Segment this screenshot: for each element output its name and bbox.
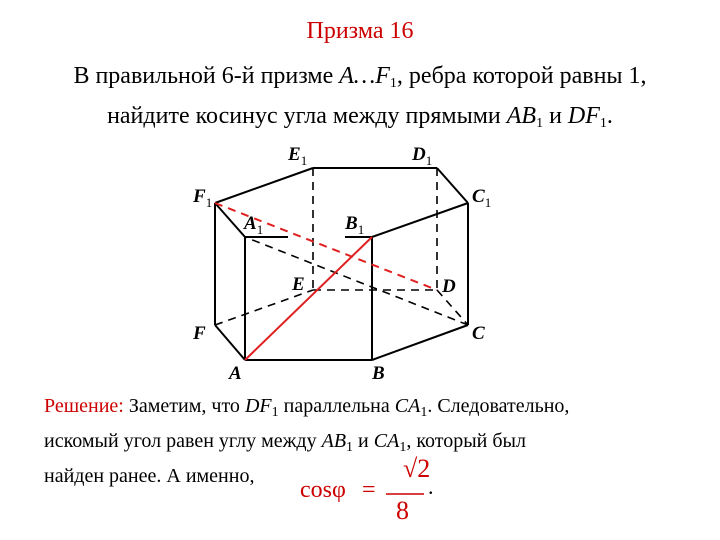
- problem-text: В правильной 6-й призме: [73, 63, 340, 89]
- segment-ab1: [245, 237, 372, 360]
- vertex-label-a: A: [229, 363, 242, 384]
- solution-sub: 1: [399, 440, 407, 455]
- solution-line-df1: DF: [244, 395, 272, 417]
- vertex-label-c1: $C_1$: [472, 186, 492, 210]
- slide-title: Призма 16: [306, 18, 414, 44]
- formula-equals: =: [362, 477, 376, 503]
- vertex-label-b: B: [372, 363, 385, 384]
- vertex-label-d: D: [442, 276, 456, 297]
- edge-c1-b1: [372, 203, 468, 237]
- solution-sub: 1: [271, 405, 279, 420]
- problem-text: найдите косинус угла между прямыми: [107, 103, 507, 129]
- edge-b-c: [372, 325, 468, 360]
- formula-end: .: [428, 474, 434, 499]
- solution-fragment: найден ранее. А именно,: [44, 465, 255, 487]
- line-df1: DF: [567, 103, 600, 129]
- solution-sub: 1: [420, 405, 428, 420]
- vertex-label-f: F: [193, 323, 206, 344]
- vertex-label-c: C: [472, 323, 485, 344]
- problem-text: , ребра которой равны 1,: [396, 63, 647, 89]
- edge-f-a: [215, 325, 245, 360]
- fraction-bar: [300, 452, 460, 532]
- vertex-label-e: E: [292, 274, 305, 295]
- formula-denominator: 8: [396, 496, 409, 525]
- edge-f1-e1: [215, 168, 313, 203]
- solution-fragment: искомый угол равен углу между: [44, 430, 322, 452]
- problem-text: .: [606, 103, 613, 129]
- formula-numerator: √2: [403, 454, 431, 483]
- vertex-label-b1: $B_1$: [345, 213, 365, 237]
- vertex-label-f1: $F_1$: [193, 186, 213, 210]
- solution-sub: 1: [346, 440, 354, 455]
- solution-fragment: , который был: [406, 430, 526, 452]
- solution-fragment: . Следовательно,: [427, 395, 570, 417]
- prism-name: A…F: [339, 63, 390, 89]
- solution-fragment: Заметим, что: [123, 395, 245, 417]
- edge-d1-c1: [437, 168, 468, 203]
- solution-line-ca1: CA: [394, 395, 421, 417]
- vertex-label-e1: $E_1$: [288, 144, 308, 168]
- cosine-formula: [300, 452, 460, 532]
- line-df1-sub: 1: [599, 116, 607, 131]
- solution-fragment: параллельна: [278, 395, 395, 417]
- line-ab1-sub: 1: [536, 116, 544, 131]
- problem-text: и: [543, 103, 568, 129]
- solution-line-ab1: AB: [321, 430, 347, 452]
- solution-fragment: и: [353, 430, 374, 452]
- solution-heading: Решение:: [44, 395, 124, 417]
- vertex-label-a1: $A_1$: [244, 213, 264, 237]
- line-ab1: AB: [506, 103, 537, 129]
- prism-name-sub: 1: [389, 76, 397, 91]
- vertex-label-d1: $D_1$: [412, 144, 433, 168]
- solution-line-ca1: CA: [373, 430, 400, 452]
- formula-lhs: cosφ: [300, 477, 346, 503]
- hidden-diagonal-c-a1: [245, 237, 468, 325]
